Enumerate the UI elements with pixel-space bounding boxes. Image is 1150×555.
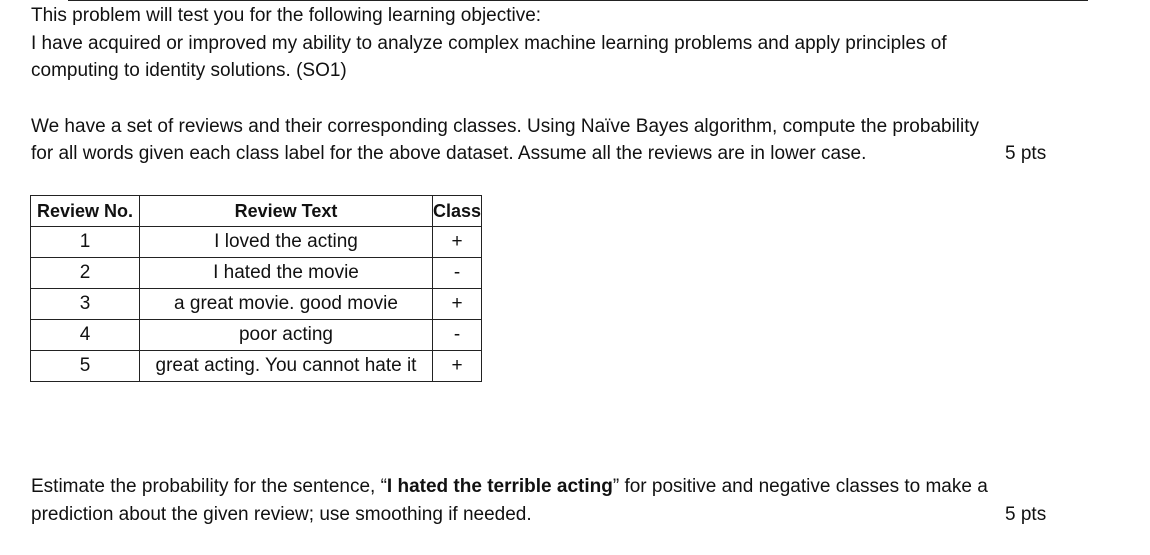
table-header-row	[31, 196, 482, 227]
review-no-cell: 2	[31, 258, 140, 289]
question2-sentence: I hated the terrible acting	[386, 476, 613, 497]
question2-prefix: Estimate the probability for the sentence, “	[31, 476, 387, 497]
header-review-no: Review No.	[31, 196, 140, 227]
table-row	[31, 258, 482, 289]
review-text-cell: a great movie. good movie	[140, 289, 433, 320]
question1-points: 5 pts	[1005, 143, 1047, 164]
table-row	[31, 227, 482, 258]
table-row	[31, 320, 482, 351]
header-review-text: Review Text	[140, 196, 433, 227]
question2-points: 5 pts	[1005, 504, 1047, 525]
review-no-cell: 3	[31, 289, 140, 320]
table-row	[31, 351, 482, 382]
reviews-table	[30, 195, 482, 382]
review-class-cell: +	[433, 227, 482, 258]
review-class-cell: -	[433, 320, 482, 351]
review-text-cell: great acting. You cannot hate it	[140, 351, 433, 382]
intro-line-2: I have acquired or improved my ability to analyze complex machine learning problems and apply principles of	[31, 33, 947, 54]
review-class-cell: +	[433, 289, 482, 320]
top-rule	[68, 0, 1088, 1]
review-no-cell: 5	[31, 351, 140, 382]
question1-line-1: We have a set of reviews and their corresponding classes. Using Naïve Bayes algorithm, compute the probability	[31, 116, 980, 137]
review-no-cell: 1	[31, 227, 140, 258]
review-text-cell: poor acting	[140, 320, 433, 351]
review-class-cell: +	[433, 351, 482, 382]
question1-line-2: for all words given each class label for the above dataset. Assume all the reviews are in lower case.	[31, 143, 867, 164]
review-text-cell: I hated the movie	[140, 258, 433, 289]
review-text-cell: I loved the acting	[140, 227, 433, 258]
header-class: Class	[433, 196, 482, 227]
question2-line-2: prediction about the given review; use smoothing if needed.	[31, 504, 532, 525]
question2-suffix: ” for positive and negative classes to make a	[612, 476, 988, 497]
intro-line-1: This problem will test you for the following learning objective:	[31, 5, 542, 26]
review-no-cell: 4	[31, 320, 140, 351]
intro-line-3: computing to identity solutions. (SO1)	[31, 60, 347, 81]
table-row	[31, 289, 482, 320]
question2-line-1	[31, 474, 988, 500]
review-class-cell: -	[433, 258, 482, 289]
